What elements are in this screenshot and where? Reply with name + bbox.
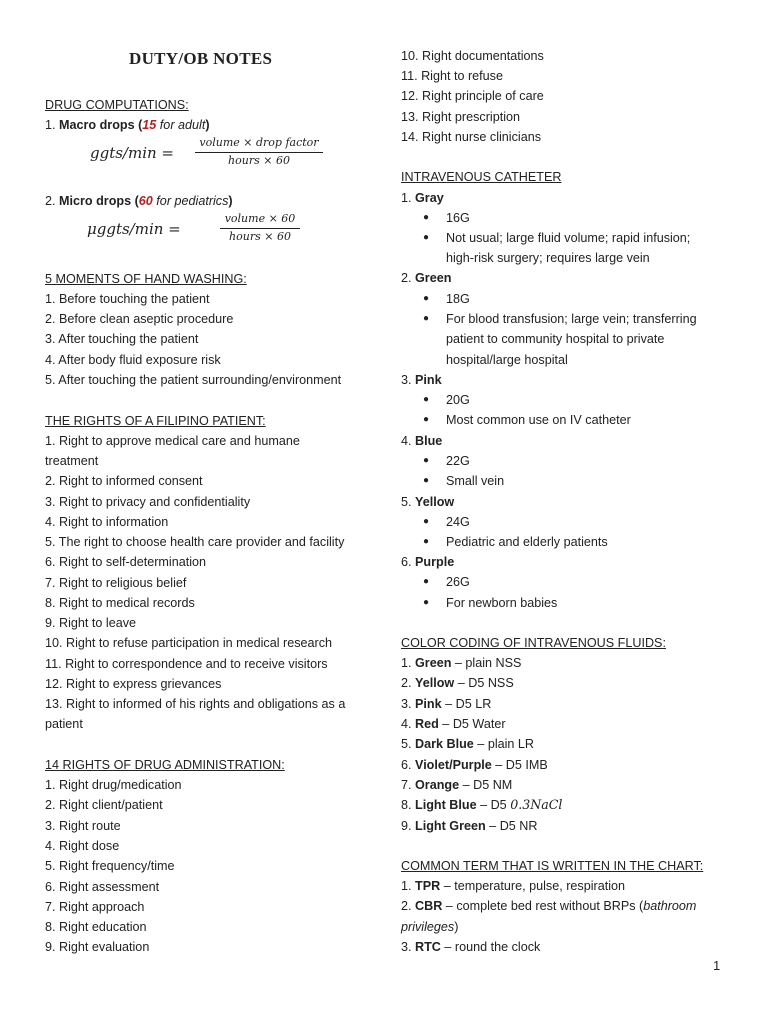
list-item: 6. Violet/Purple – D5 IMB <box>401 758 548 772</box>
list-item: 11. Right to correspondence and to receive visitors <box>45 657 328 671</box>
bullet-icon: ● <box>423 232 430 243</box>
list-item: 5. The right to choose health care provider and facility <box>45 535 345 549</box>
page-number: 1 <box>713 958 721 973</box>
list-item: 2. Before clean aseptic procedure <box>45 312 234 326</box>
bullet-icon: ● <box>423 516 430 527</box>
list-item: 3. Right to privacy and confidentiality <box>45 495 251 509</box>
list-item: 14. Right nurse clinicians <box>401 130 542 144</box>
list-item: 1. TPR – temperature, pulse, respiration <box>401 879 626 893</box>
list-item: 7. Right approach <box>45 900 145 914</box>
list-item: 12. Right principle of care <box>401 89 544 103</box>
list-item: 13. Right prescription <box>401 110 521 124</box>
list-item: 2. Yellow – D5 NSS <box>401 676 514 690</box>
list-item: 11. Right to refuse <box>401 69 503 83</box>
filipino-rights-heading: THE RIGHTS OF A FILIPINO PATIENT: <box>45 414 266 428</box>
catheter-color: 4. Blue <box>401 434 443 448</box>
bullet-icon: ● <box>423 414 430 425</box>
list-item: 6. Right to self-determination <box>45 555 207 569</box>
list-item: hospital/large hospital <box>446 353 568 367</box>
catheter-color: 2. Green <box>401 271 452 285</box>
list-item: 5. Dark Blue – plain LR <box>401 737 535 751</box>
list-item: 9. Right evaluation <box>45 940 150 954</box>
bullet-icon: ● <box>423 576 430 587</box>
list-item: 2. CBR – complete bed rest without BRPs (bathroom <box>401 899 697 913</box>
list-item: 12. Right to express grievances <box>45 677 222 691</box>
list-item: high-risk surgery; requires large vein <box>446 251 650 265</box>
list-item: 5. Right frequency/time <box>45 859 175 873</box>
list-item: 8. Light Blue – D5 0.3NaCl <box>401 797 563 812</box>
bullet-icon: ● <box>423 212 430 223</box>
bullet-icon: ● <box>423 455 430 466</box>
bullet-icon: ● <box>423 293 430 304</box>
macro-drops-line: 1. Macro drops (15 for adult) <box>45 118 210 132</box>
list-item: 2. Right to informed consent <box>45 474 203 488</box>
list-item: 4. Right to information <box>45 515 169 529</box>
catheter-color: 5. Yellow <box>401 495 455 509</box>
list-item: patient <box>45 717 83 731</box>
drug-admin-heading: 14 RIGHTS OF DRUG ADMINISTRATION: <box>45 758 285 772</box>
list-item: 7. Right to religious belief <box>45 576 187 590</box>
list-item: 9. Right to leave <box>45 616 137 630</box>
hand-washing-heading: 5 MOMENTS OF HAND WASHING: <box>45 272 247 286</box>
list-item: 4. After body fluid exposure risk <box>45 353 221 367</box>
list-item: 10. Right to refuse participation in medical research <box>45 636 333 650</box>
micro-drops-line: 2. Micro drops (60 for pediatrics) <box>45 194 233 208</box>
list-item: 6. Right assessment <box>45 880 160 894</box>
bullet-icon: ● <box>423 394 430 405</box>
iv-fluids-heading: COLOR CODING OF INTRAVENOUS FLUIDS: <box>401 636 666 650</box>
list-item: patient to community hospital to private <box>446 332 665 346</box>
list-item: 1. Right to approve medical care and humane <box>45 434 300 448</box>
chart-terms-heading: COMMON TERM THAT IS WRITTEN IN THE CHART: <box>401 859 704 873</box>
list-item: 7. Orange – D5 NM <box>401 778 513 792</box>
list-item: 4. Right dose <box>45 839 120 853</box>
bullet-icon: ● <box>423 313 430 324</box>
list-item: 3. Right route <box>45 819 121 833</box>
list-item: 2. Right client/patient <box>45 798 163 812</box>
list-item: 4. Red – D5 Water <box>401 717 506 731</box>
list-item: 8. Right to medical records <box>45 596 195 610</box>
catheter-color: 3. Pink <box>401 373 442 387</box>
bullet-icon: ● <box>423 475 430 486</box>
list-item: 3. After touching the patient <box>45 332 199 346</box>
list-item: 8. Right education <box>45 920 147 934</box>
bullet-icon: ● <box>423 536 430 547</box>
list-item: privileges) <box>401 920 459 934</box>
iv-catheter-heading: INTRAVENOUS CATHETER <box>401 170 562 184</box>
catheter-color: 1. Gray <box>401 191 444 205</box>
page-title: DUTY/OB NOTES <box>129 49 273 68</box>
list-item: 3. Pink – D5 LR <box>401 697 492 711</box>
list-item: 13. Right to informed of his rights and obligations as a <box>45 697 346 711</box>
drug-computations-heading: DRUG COMPUTATIONS: <box>45 98 189 112</box>
list-item: 1. Green – plain NSS <box>401 656 522 670</box>
list-item: 10. Right documentations <box>401 49 544 63</box>
bullet-icon: ● <box>423 597 430 608</box>
list-item: 9. Light Green – D5 NR <box>401 819 538 833</box>
list-item: treatment <box>45 454 99 468</box>
list-item: 1. Right drug/medication <box>45 778 182 792</box>
list-item: 5. After touching the patient surrounding/environment <box>45 373 342 387</box>
list-item: 3. RTC – round the clock <box>401 940 541 954</box>
list-item: 1. Before touching the patient <box>45 292 210 306</box>
catheter-color: 6. Purple <box>401 555 455 569</box>
